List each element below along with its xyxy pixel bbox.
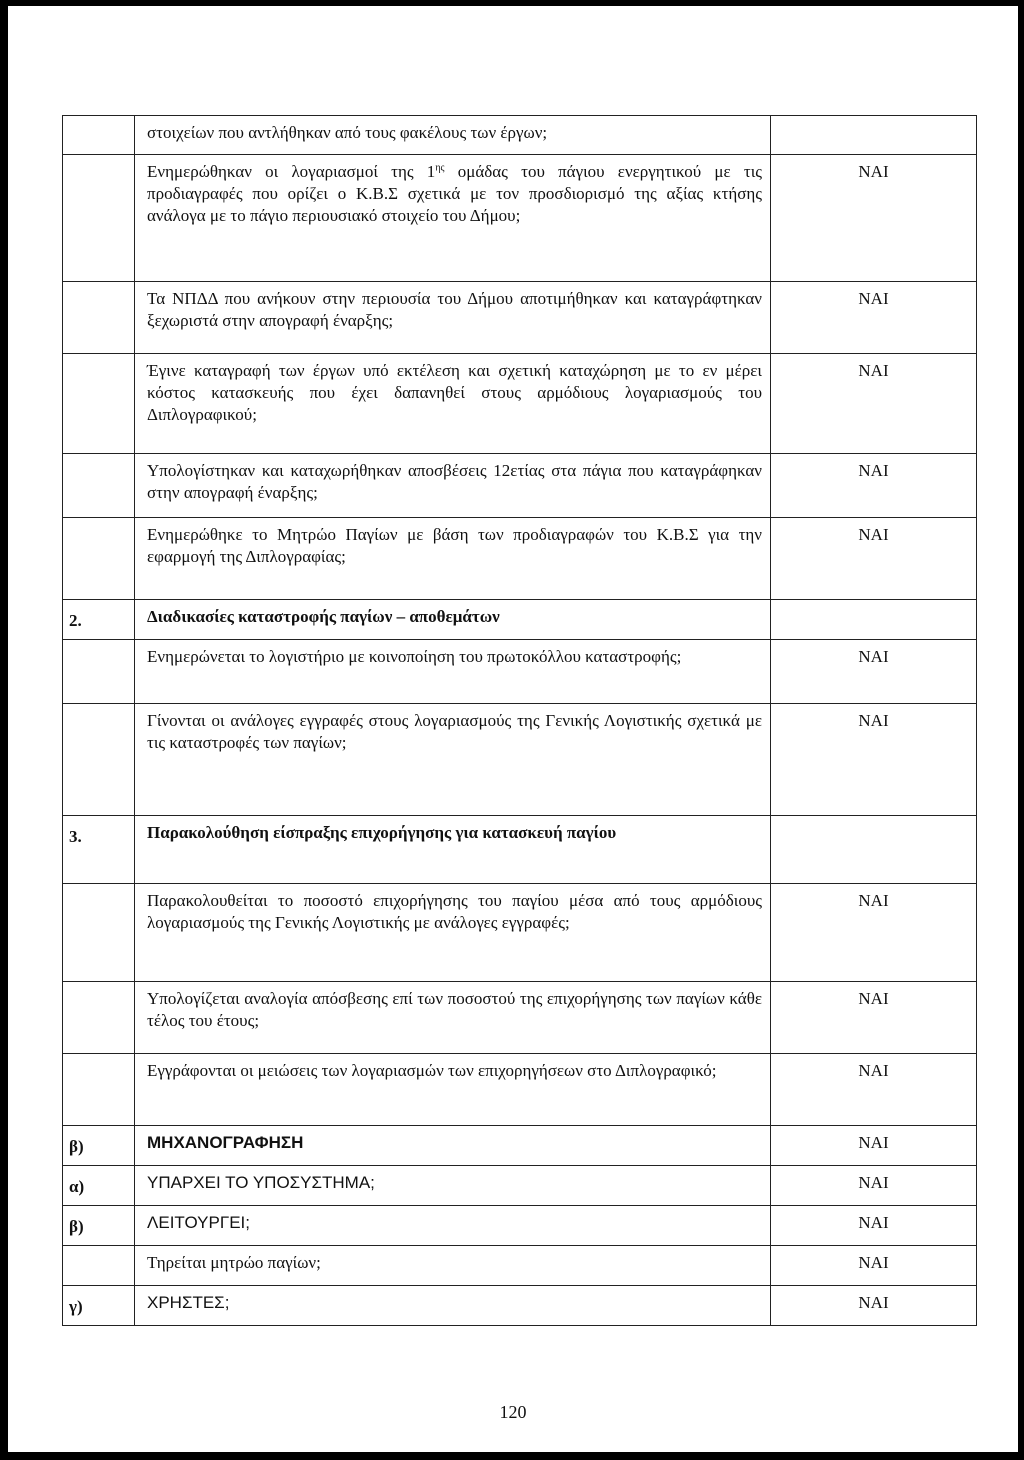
question-text: Υπολογίστηκαν και καταχωρήθηκαν αποσβέσεις 12ετίας στα πάγια που καταγράφηκαν στην απογραφή έναρξης; [135,454,771,518]
question-text: ΛΕΙΤΟΥΡΓΕΙ; [135,1206,771,1246]
table-row [63,116,977,155]
question-text: Γίνονται οι ανάλογες εγγραφές στους λογαριασμούς της Γενικής Λογιστικής σχετικά με τις καταστροφές των παγίων; [135,704,771,816]
table-row [63,1286,977,1326]
row-label [63,1246,135,1286]
table-row [63,155,977,282]
answer-cell: ΝΑΙ [771,884,977,982]
row-number [63,354,135,454]
answer-cell [771,600,977,640]
answer-cell: ΝΑΙ [771,982,977,1054]
table-row [63,1246,977,1286]
answer-cell: ΝΑΙ [771,282,977,354]
answer-cell: ΝΑΙ [771,454,977,518]
question-text: ΜΗΧΑΝΟΓΡΑΦΗΣΗ [135,1126,771,1166]
answer-cell: ΝΑΙ [771,1206,977,1246]
section-title: Διαδικασίες καταστροφής παγίων – αποθεμάτων [135,600,771,640]
table-row [63,1206,977,1246]
row-number [63,116,135,155]
section-row [63,816,977,884]
table-row [63,454,977,518]
question-text: ΧΡΗΣΤΕΣ; [135,1286,771,1326]
ordinal-superscript: ης [435,162,445,174]
question-text: Ενημερώθηκε το Μητρώο Παγίων με βάση των προδιαγραφών του Κ.Β.Σ για την εφαρμογή της Διπλογραφίας; [135,518,771,600]
answer-cell: ΝΑΙ [771,1166,977,1206]
page-number: 120 [499,1402,527,1422]
question-text: Παρακολουθείται το ποσοστό επιχορήγησης του παγίου μέσα από τους αρμόδιους λογαριασμούς της Γενικής Λογιστικής με ανάλογες εγγραφές; [135,884,771,982]
section-row [63,600,977,640]
row-number [63,155,135,282]
answer-cell: ΝΑΙ [771,354,977,454]
table-row [63,704,977,816]
row-label: α) [63,1166,135,1206]
answer-cell: ΝΑΙ [771,155,977,282]
question-text-part: Ενημερώθηκαν οι λογαριασμοί της 1 [147,162,436,181]
question-text: στοιχείων που αντλήθηκαν από τους φακέλους των έργων; [135,116,771,155]
section-number: 2. [63,600,135,640]
table-row [63,640,977,704]
answer-cell: ΝΑΙ [771,1246,977,1286]
question-text-part: ομάδας του πάγιου ενεργητικού με τις προδιαγραφές που ορίζει ο Κ.Β.Σ σχετικά με τον προσδιορισμό της αξίας κτήσης ανάλογα με το πάγιο περιουσιακό στοιχείο του Δήμου; [147,162,762,225]
row-number [63,884,135,982]
table-row [63,282,977,354]
answer-cell [771,816,977,884]
row-number [63,282,135,354]
document-page [8,6,1018,1452]
section-title: Παρακολούθηση είσπραξης επιχορήγησης για κατασκευή παγίου [135,816,771,884]
row-label: β) [63,1126,135,1166]
question-text: Τα ΝΠΔΔ που ανήκουν στην περιουσία του Δήμου αποτιμήθηκαν και καταγράφτηκαν ξεχωριστά στην απογραφή έναρξης; [135,282,771,354]
question-text: Έγινε καταγραφή των έργων υπό εκτέλεση και σχετική καταχώρηση με το εν μέρει κόστος κατασκευής που έχει δαπανηθεί στους αρμόδιους λογαριασμούς του Διπλογραφικού; [135,354,771,454]
checklist-table [62,115,977,1326]
answer-cell [771,116,977,155]
row-number [63,518,135,600]
table-row [63,982,977,1054]
question-text [135,155,771,282]
section-number: 3. [63,816,135,884]
question-text: ΥΠΑΡΧΕΙ ΤΟ ΥΠΟΣΥΣΤΗΜΑ; [135,1166,771,1206]
answer-cell: ΝΑΙ [771,1126,977,1166]
table-row [63,1166,977,1206]
row-label: γ) [63,1286,135,1326]
row-label: β) [63,1206,135,1246]
question-text: Εγγράφονται οι μειώσεις των λογαριασμών των επιχορηγήσεων στο Διπλογραφικό; [135,1054,771,1126]
question-text: Υπολογίζεται αναλογία απόσβεσης επί των ποσοστού της επιχορήγησης των παγίων κάθε τέλος του έτους; [135,982,771,1054]
table-row [63,518,977,600]
table-row [63,1126,977,1166]
answer-cell: ΝΑΙ [771,518,977,600]
row-number [63,704,135,816]
answer-cell: ΝΑΙ [771,1054,977,1126]
answer-cell: ΝΑΙ [771,1286,977,1326]
row-number [63,982,135,1054]
answer-cell: ΝΑΙ [771,704,977,816]
table-row [63,884,977,982]
table-row [63,354,977,454]
table-row [63,1054,977,1126]
row-number [63,1054,135,1126]
question-text: Ενημερώνεται το λογιστήριο με κοινοποίηση του πρωτοκόλλου καταστροφής; [135,640,771,704]
question-text: Τηρείται μητρώο παγίων; [135,1246,771,1286]
row-number [63,640,135,704]
row-number [63,454,135,518]
answer-cell: ΝΑΙ [771,640,977,704]
